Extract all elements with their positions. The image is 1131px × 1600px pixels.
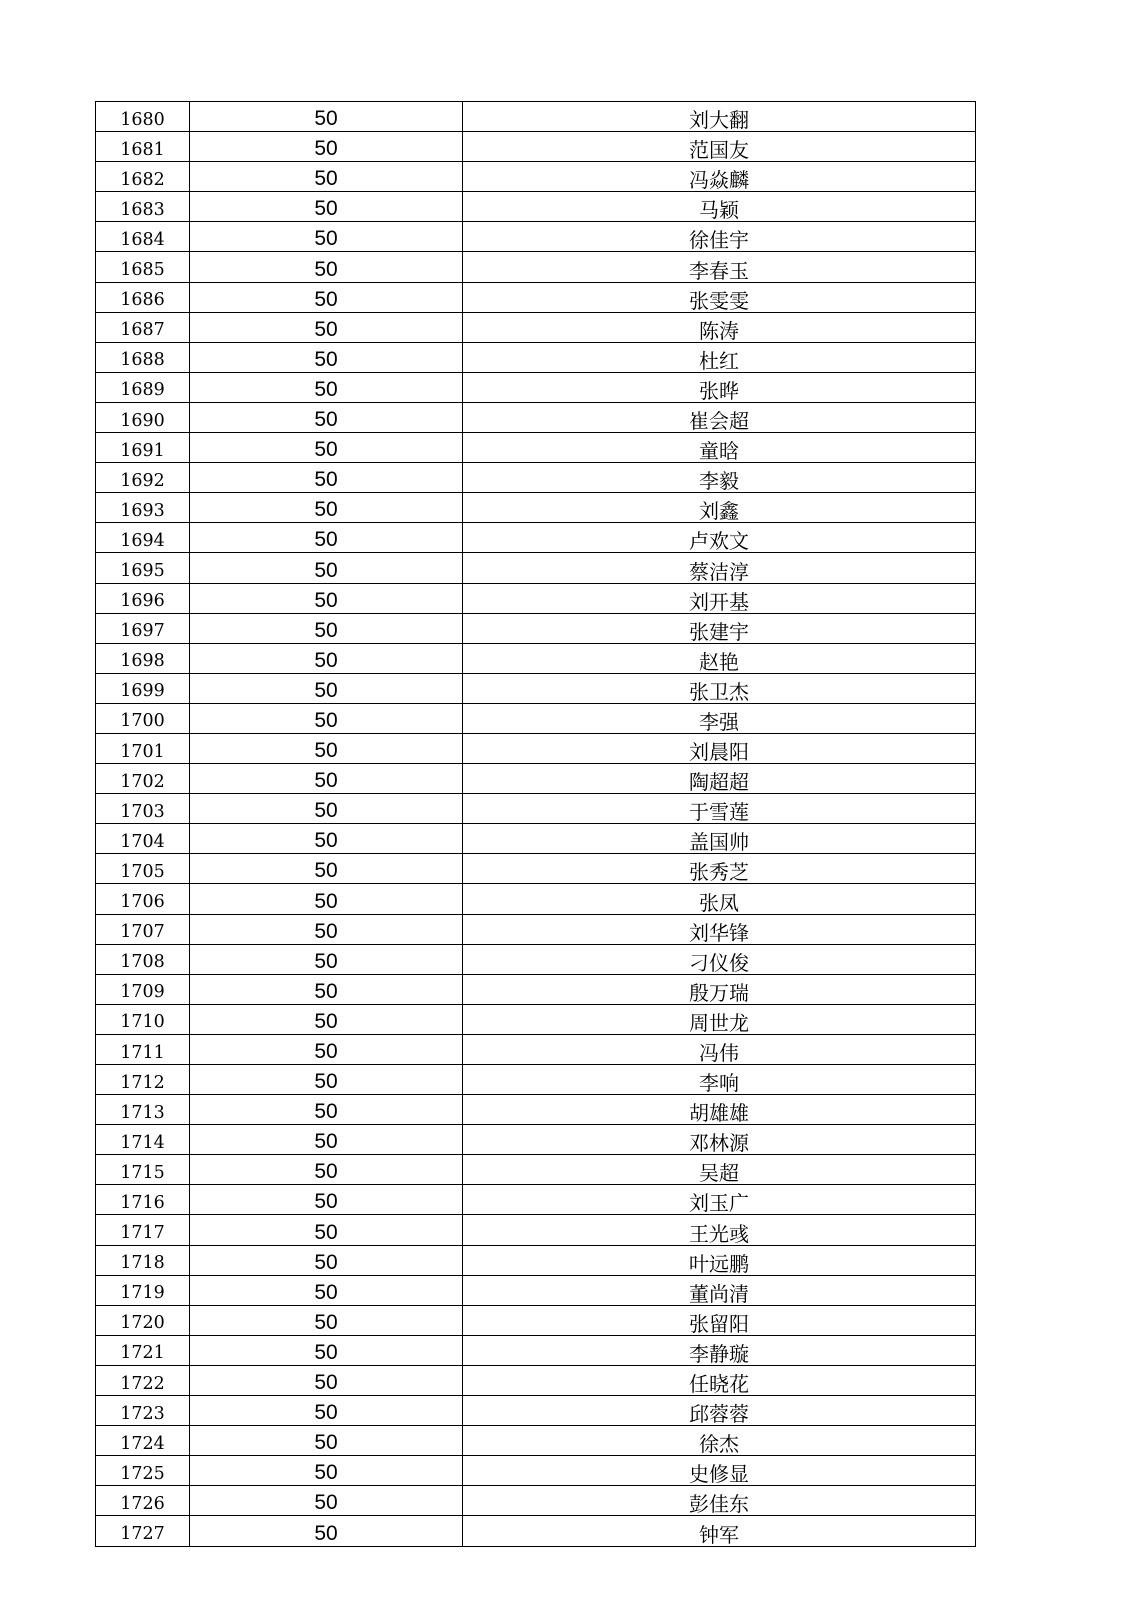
table-row (96, 402, 976, 432)
amount-cell: 50 (190, 824, 463, 854)
name-cell: 陶超超 (463, 764, 976, 794)
serial-number-cell: 1686 (96, 282, 190, 312)
name-cell: 邓林源 (463, 1125, 976, 1155)
table-row (96, 914, 976, 944)
amount-cell: 50 (190, 1335, 463, 1365)
table-row (96, 493, 976, 523)
amount-cell: 50 (190, 1065, 463, 1095)
name-cell: 张建宇 (463, 613, 976, 643)
serial-number-cell: 1727 (96, 1516, 190, 1546)
table-row (96, 102, 976, 132)
name-cell: 王光彧 (463, 1215, 976, 1245)
table-row (96, 1335, 976, 1365)
table-body (96, 102, 976, 1547)
table-row (96, 1275, 976, 1305)
amount-cell: 50 (190, 1396, 463, 1426)
name-cell: 刁仪俊 (463, 944, 976, 974)
table-row (96, 1215, 976, 1245)
amount-cell: 50 (190, 523, 463, 553)
name-cell: 刘玉广 (463, 1185, 976, 1215)
name-cell: 徐佳宇 (463, 222, 976, 252)
name-cell: 张晔 (463, 372, 976, 402)
serial-number-cell: 1700 (96, 703, 190, 733)
serial-number-cell: 1722 (96, 1365, 190, 1395)
name-cell: 胡雄雄 (463, 1095, 976, 1125)
table-row (96, 1245, 976, 1275)
amount-cell: 50 (190, 794, 463, 824)
name-cell: 任晓花 (463, 1365, 976, 1395)
serial-number-cell: 1710 (96, 1004, 190, 1034)
name-cell: 赵艳 (463, 643, 976, 673)
table-row (96, 1426, 976, 1456)
amount-cell: 50 (190, 884, 463, 914)
table-row (96, 1125, 976, 1155)
amount-cell: 50 (190, 282, 463, 312)
amount-cell: 50 (190, 643, 463, 673)
serial-number-cell: 1694 (96, 523, 190, 553)
name-cell: 刘鑫 (463, 493, 976, 523)
name-cell: 史修显 (463, 1456, 976, 1486)
table-row (96, 1305, 976, 1335)
table-row (96, 1456, 976, 1486)
amount-cell: 50 (190, 1095, 463, 1125)
name-cell: 钟军 (463, 1516, 976, 1546)
serial-number-cell: 1711 (96, 1034, 190, 1064)
name-cell: 刘华锋 (463, 914, 976, 944)
table-row (96, 372, 976, 402)
amount-cell: 50 (190, 1486, 463, 1516)
name-cell: 邱蓉蓉 (463, 1396, 976, 1426)
table-row (96, 643, 976, 673)
serial-number-cell: 1709 (96, 974, 190, 1004)
table-row (96, 824, 976, 854)
name-cell: 李春玉 (463, 252, 976, 282)
amount-cell: 50 (190, 222, 463, 252)
table-row (96, 1095, 976, 1125)
table-row (96, 523, 976, 553)
serial-number-cell: 1692 (96, 463, 190, 493)
name-cell: 李强 (463, 703, 976, 733)
amount-cell: 50 (190, 1245, 463, 1275)
amount-cell: 50 (190, 1456, 463, 1486)
serial-number-cell: 1684 (96, 222, 190, 252)
amount-cell: 50 (190, 1275, 463, 1305)
table-row (96, 1185, 976, 1215)
table-row (96, 1486, 976, 1516)
serial-number-cell: 1705 (96, 854, 190, 884)
table-row (96, 1004, 976, 1034)
amount-cell: 50 (190, 613, 463, 643)
name-cell: 崔会超 (463, 402, 976, 432)
amount-cell: 50 (190, 433, 463, 463)
serial-number-cell: 1693 (96, 493, 190, 523)
amount-cell: 50 (190, 854, 463, 884)
serial-number-cell: 1691 (96, 433, 190, 463)
name-cell: 于雪莲 (463, 794, 976, 824)
serial-number-cell: 1683 (96, 192, 190, 222)
serial-number-cell: 1718 (96, 1245, 190, 1275)
serial-number-cell: 1714 (96, 1125, 190, 1155)
serial-number-cell: 1713 (96, 1095, 190, 1125)
amount-cell: 50 (190, 102, 463, 132)
serial-number-cell: 1707 (96, 914, 190, 944)
serial-number-cell: 1704 (96, 824, 190, 854)
serial-number-cell: 1702 (96, 764, 190, 794)
serial-number-cell: 1696 (96, 583, 190, 613)
serial-number-cell: 1724 (96, 1426, 190, 1456)
serial-number-cell: 1716 (96, 1185, 190, 1215)
table-row (96, 854, 976, 884)
serial-number-cell: 1680 (96, 102, 190, 132)
table-row (96, 944, 976, 974)
donor-table (95, 101, 976, 1547)
name-cell: 刘开基 (463, 583, 976, 613)
table-row (96, 463, 976, 493)
name-cell: 张留阳 (463, 1305, 976, 1335)
name-cell: 盖国帅 (463, 824, 976, 854)
amount-cell: 50 (190, 372, 463, 402)
name-cell: 刘大翻 (463, 102, 976, 132)
table-row (96, 192, 976, 222)
name-cell: 张卫杰 (463, 673, 976, 703)
name-cell: 童晗 (463, 433, 976, 463)
name-cell: 李响 (463, 1065, 976, 1095)
serial-number-cell: 1725 (96, 1456, 190, 1486)
name-cell: 杜红 (463, 342, 976, 372)
name-cell: 马颖 (463, 192, 976, 222)
amount-cell: 50 (190, 463, 463, 493)
amount-cell: 50 (190, 553, 463, 583)
name-cell: 彭佳东 (463, 1486, 976, 1516)
amount-cell: 50 (190, 944, 463, 974)
name-cell: 张雯雯 (463, 282, 976, 312)
name-cell: 冯伟 (463, 1034, 976, 1064)
name-cell: 周世龙 (463, 1004, 976, 1034)
table-row (96, 282, 976, 312)
amount-cell: 50 (190, 342, 463, 372)
table-row (96, 884, 976, 914)
amount-cell: 50 (190, 1125, 463, 1155)
name-cell: 吴超 (463, 1155, 976, 1185)
serial-number-cell: 1685 (96, 252, 190, 282)
amount-cell: 50 (190, 583, 463, 613)
amount-cell: 50 (190, 1305, 463, 1335)
serial-number-cell: 1721 (96, 1335, 190, 1365)
name-cell: 范国友 (463, 132, 976, 162)
amount-cell: 50 (190, 192, 463, 222)
amount-cell: 50 (190, 1155, 463, 1185)
serial-number-cell: 1717 (96, 1215, 190, 1245)
table-row (96, 794, 976, 824)
table-row (96, 1365, 976, 1395)
name-cell: 董尚清 (463, 1275, 976, 1305)
table-row (96, 222, 976, 252)
name-cell: 李毅 (463, 463, 976, 493)
serial-number-cell: 1712 (96, 1065, 190, 1095)
name-cell: 冯焱麟 (463, 162, 976, 192)
serial-number-cell: 1682 (96, 162, 190, 192)
table-row (96, 252, 976, 282)
table-row (96, 1516, 976, 1546)
table-row (96, 312, 976, 342)
serial-number-cell: 1681 (96, 132, 190, 162)
amount-cell: 50 (190, 764, 463, 794)
amount-cell: 50 (190, 914, 463, 944)
table-row (96, 673, 976, 703)
amount-cell: 50 (190, 1004, 463, 1034)
amount-cell: 50 (190, 1365, 463, 1395)
name-cell: 蔡洁淳 (463, 553, 976, 583)
amount-cell: 50 (190, 1426, 463, 1456)
table-row (96, 433, 976, 463)
serial-number-cell: 1695 (96, 553, 190, 583)
name-cell: 陈涛 (463, 312, 976, 342)
table-row (96, 162, 976, 192)
amount-cell: 50 (190, 1215, 463, 1245)
serial-number-cell: 1715 (96, 1155, 190, 1185)
table-row (96, 974, 976, 1004)
amount-cell: 50 (190, 673, 463, 703)
amount-cell: 50 (190, 733, 463, 763)
serial-number-cell: 1723 (96, 1396, 190, 1426)
amount-cell: 50 (190, 312, 463, 342)
amount-cell: 50 (190, 162, 463, 192)
table-row (96, 1396, 976, 1426)
table-row (96, 553, 976, 583)
table-row (96, 1155, 976, 1185)
name-cell: 殷万瑞 (463, 974, 976, 1004)
name-cell: 张凤 (463, 884, 976, 914)
amount-cell: 50 (190, 252, 463, 282)
name-cell: 刘晨阳 (463, 733, 976, 763)
name-cell: 叶远鹏 (463, 1245, 976, 1275)
serial-number-cell: 1699 (96, 673, 190, 703)
serial-number-cell: 1698 (96, 643, 190, 673)
serial-number-cell: 1726 (96, 1486, 190, 1516)
amount-cell: 50 (190, 132, 463, 162)
serial-number-cell: 1720 (96, 1305, 190, 1335)
serial-number-cell: 1687 (96, 312, 190, 342)
amount-cell: 50 (190, 1034, 463, 1064)
table-row (96, 342, 976, 372)
table-row (96, 1034, 976, 1064)
table-row (96, 613, 976, 643)
table-row (96, 703, 976, 733)
amount-cell: 50 (190, 974, 463, 1004)
name-cell: 张秀芝 (463, 854, 976, 884)
amount-cell: 50 (190, 1516, 463, 1546)
serial-number-cell: 1688 (96, 342, 190, 372)
serial-number-cell: 1703 (96, 794, 190, 824)
table-row (96, 1065, 976, 1095)
amount-cell: 50 (190, 703, 463, 733)
serial-number-cell: 1690 (96, 402, 190, 432)
name-cell: 徐杰 (463, 1426, 976, 1456)
serial-number-cell: 1708 (96, 944, 190, 974)
serial-number-cell: 1689 (96, 372, 190, 402)
amount-cell: 50 (190, 493, 463, 523)
table-row (96, 583, 976, 613)
serial-number-cell: 1706 (96, 884, 190, 914)
serial-number-cell: 1719 (96, 1275, 190, 1305)
table-row (96, 132, 976, 162)
table-row (96, 733, 976, 763)
serial-number-cell: 1701 (96, 733, 190, 763)
table-row (96, 764, 976, 794)
name-cell: 李静璇 (463, 1335, 976, 1365)
serial-number-cell: 1697 (96, 613, 190, 643)
amount-cell: 50 (190, 402, 463, 432)
amount-cell: 50 (190, 1185, 463, 1215)
name-cell: 卢欢文 (463, 523, 976, 553)
